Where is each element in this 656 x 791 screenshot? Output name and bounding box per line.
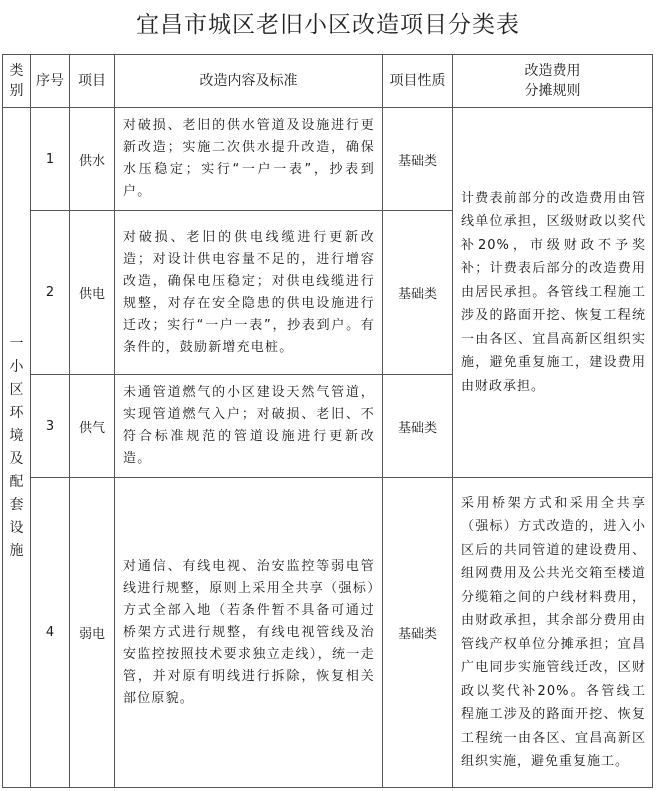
rule-utilities: 计费表前部分的改造费用由管线单位承担，区级财政以奖代补20%，市级财政不予奖补；计费表后部分的改造费用由居民承担。各管线工程施工涉及的路面开挖、恢复工程统一由各区、宜昌高新区组织实施，避免重复施工，建设费用由财政承担。 <box>453 108 653 478</box>
row-nature: 基础类 <box>383 478 453 788</box>
row-item: 弱电 <box>70 478 115 788</box>
header-rule <box>453 55 653 108</box>
category-cell <box>3 108 31 788</box>
row-content: 对破损、老旧的供电线缆进行更新改造；对设计供电容量不足的，进行增容改造，确保电压稳定；对供电线缆进行规整，对存在安全隐患的供电设施进行迁改；实行“一户一表”，抄表到户。有条件的，鼓励新增充电桩。 <box>115 211 383 375</box>
row-item: 供气 <box>70 375 115 478</box>
table-row <box>3 478 653 788</box>
row-number: 1 <box>31 108 70 211</box>
row-content: 对通信、有线电视、治安监控等弱电管线进行规整，原则上采用全共享（强标）方式全部入地（若条件暂不具备可通过桥架方式进行规整，有线电视管线及治安监控按照技术要求独立走线），统一走管，并对原有明线进行拆除，恢复相关部位原貌。 <box>115 478 383 788</box>
category-label: 一 小区环境及配套设施 <box>9 335 24 559</box>
header-category: 类别 <box>3 55 31 108</box>
header-nature: 项目性质 <box>383 55 453 108</box>
header-rule-line1: 改造费用 <box>524 63 581 79</box>
header-content: 改造内容及标准 <box>115 55 383 108</box>
row-number: 4 <box>31 478 70 788</box>
table-header-row <box>3 55 653 108</box>
row-number: 3 <box>31 375 70 478</box>
row-content: 未通管道燃气的小区建设天然气管道，实现管道燃气入户；对破损、老旧、不符合标准规范的管道设施进行更新改造。 <box>115 375 383 478</box>
header-number: 序号 <box>31 55 70 108</box>
row-nature: 基础类 <box>383 211 453 375</box>
rule-weak-current: 采用桥架方式和采用全共享（强标）方式改造的，进入小区后的共同管道的建设费用、组网费用及公共光交箱至楼道分缆箱之间的户线材料费用，由财政承担，其余部分费用由管线产权单位分摊承担；宜昌广电同步实施管线迁改，区财政以奖代补20%。各管线工程施工涉及的路面开挖、恢复工程统一由各区、宜昌高新区组织实施，避免重复施工。 <box>453 478 653 788</box>
row-nature: 基础类 <box>383 108 453 211</box>
row-number: 2 <box>31 211 70 375</box>
classification-table <box>2 54 653 788</box>
row-item: 供电 <box>70 211 115 375</box>
header-rule-line2: 分摊规则 <box>524 83 581 99</box>
header-item: 项目 <box>70 55 115 108</box>
table-row <box>3 108 653 211</box>
row-content: 对破损、老旧的供水管道及设施进行更新改造；实施二次供水提升改造，确保水压稳定；实行“一户一表”，抄表到户。 <box>115 108 383 211</box>
row-nature: 基础类 <box>383 375 453 478</box>
page-title: 宜昌市城区老旧小区改造项目分类表 <box>136 12 520 38</box>
row-item: 供水 <box>70 108 115 211</box>
